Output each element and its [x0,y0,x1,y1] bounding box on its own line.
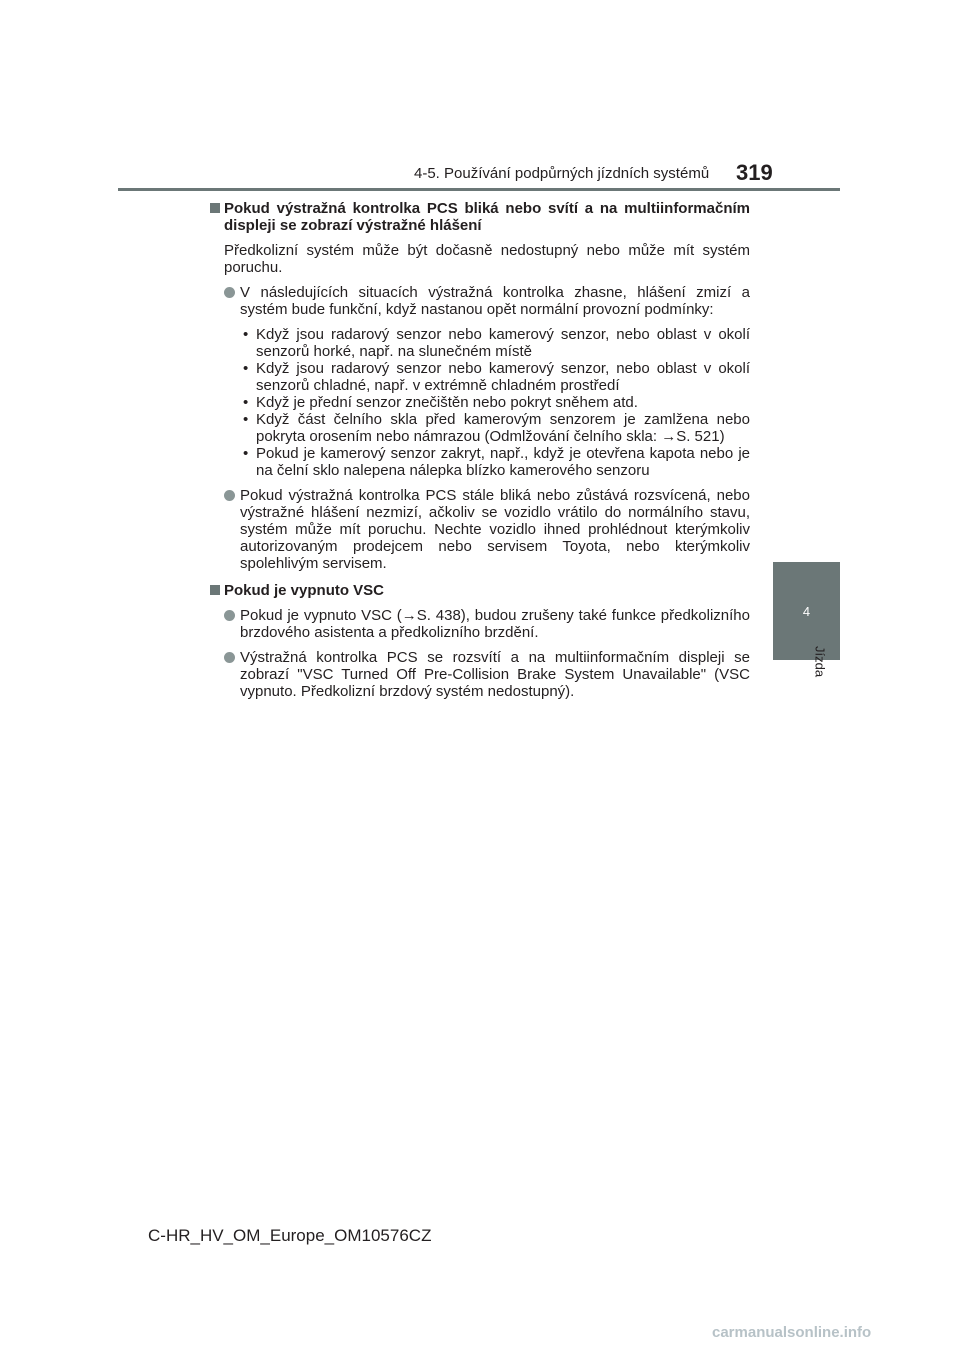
sub-bullet-mark: • [243,445,249,462]
header-divider [118,188,840,191]
sub-list-item [210,411,750,445]
round-bullet-icon [224,287,235,298]
sub-list-text: Pokud je kamerový senzor zakryt, např., když je otevřena kapota nebo je na čelní sklo nalepena nálepka blízko kamerového senzoru [256,445,750,479]
sub-list [210,326,750,479]
sub-bullet-mark: • [243,394,249,411]
sub-bullet-mark: • [243,326,249,343]
bullet-text: Pokud výstražná kontrolka PCS stále bliká nebo zůstává rozsvícená, nebo výstražné hlášení nezmizí, ačkoliv se vozidlo vrátilo do normálního stavu, systém může mít poruchu. Nechte vozidlo ihned prohlédnout kterýmkoliv autorizovaným prodejcem nebo servisem Toyota, nebo kterýmkoliv spolehlivým servisem. [240,487,750,572]
intro-paragraph: Předkolizní systém může být dočasně nedostupný nebo může mít systém poruchu. [224,242,750,276]
bullet-text: Výstražná kontrolka PCS se rozsvítí a na multiinformačním displeji se zobrazí "VSC Turned Off Pre-Collision Brake System Unavailable" (VSC vypnuto. Předkolizní brzdový systém nedostupný). [240,649,750,700]
bullet-item [210,284,750,318]
section-heading [210,200,750,234]
section-heading-text: Pokud je vypnuto VSC [224,582,385,599]
bullet-text: V následujících situacích výstražná kontrolka zhasne, hlášení zmizí a systém bude funkční, když nastanou opět normální provozní podmínky: [240,284,750,318]
chapter-label: Jízda [812,646,828,678]
sub-list-text: Když je přední senzor znečištěn nebo pokryt sněhem atd. [256,394,638,411]
square-bullet-icon [210,585,220,595]
sub-list-text: Když část čelního skla před kamerovým senzorem je zamlžena nebo pokryta orosením nebo námrazou (Odmlžování čelního skla: →S. 521) [256,411,750,445]
section-heading-text: Pokud výstražná kontrolka PCS bliká nebo svítí a na multiinformačním displeji se zobrazí výstražné hlášení [224,200,750,234]
sub-list-item [210,326,750,360]
watermark-link[interactable]: carmanualsonline.info [712,1324,872,1341]
page-number: 319 [736,160,773,185]
sub-bullet-mark: • [243,360,249,377]
round-bullet-icon [224,610,235,621]
sub-list-text: Když jsou radarový senzor nebo kamerový senzor, nebo oblast v okolí senzorů horké, např. na slunečném místě [256,326,750,360]
sub-list-item [210,394,750,411]
bullet-item [210,487,750,572]
sub-list-text: Když jsou radarový senzor nebo kamerový senzor, nebo oblast v okolí senzorů chladné, např. v extrémně chladném prostředí [256,360,750,394]
chapter-number: 4 [802,603,811,619]
header-section-title: 4-5. Používání podpůrných jízdních systémů [414,165,710,182]
document-footer-code: C-HR_HV_OM_Europe_OM10576CZ [148,1226,432,1245]
sub-bullet-mark: • [243,411,249,428]
sub-list-item [210,445,750,479]
square-bullet-icon [210,203,220,213]
bullet-item [210,649,750,700]
round-bullet-icon [224,652,235,663]
sub-list-item [210,360,750,394]
round-bullet-icon [224,490,235,501]
bullet-text: Pokud je vypnuto VSC (→S. 438), budou zrušeny také funkce předkolizního brzdového asistenta a předkolizního brzdění. [240,607,750,641]
section-heading [210,582,750,599]
bullet-item [210,607,750,641]
page-content [210,200,750,700]
